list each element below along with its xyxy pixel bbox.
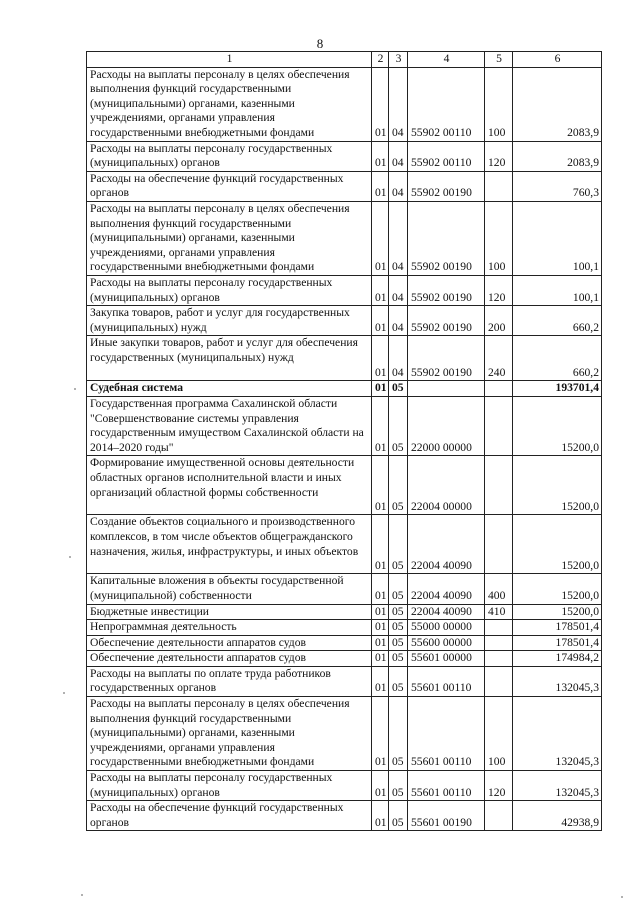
row-section: 01 — [372, 635, 389, 651]
row-amount: 660,2 — [513, 306, 602, 336]
table-row — [87, 381, 602, 397]
row-expense-type — [485, 381, 513, 397]
row-target-article: 55600 00000 — [408, 635, 485, 651]
table-row — [87, 515, 602, 574]
row-target-article: 55000 00000 — [408, 620, 485, 636]
row-name: Расходы на выплаты персоналу в целях обеспечения выполнения функций государственными (муниципальными) органами, казенными учреждениями, органами управления государственными внебюджетными фондами — [87, 67, 372, 141]
row-subsection: 05 — [389, 771, 408, 801]
row-name: Расходы на выплаты персоналу государственных (муниципальных) органов — [87, 275, 372, 305]
row-name: Расходы на выплаты персоналу в целях обеспечения выполнения функций государственными (муниципальными) органами, казенными учреждениями, органами управления государственными внебюджетными фондами — [87, 697, 372, 771]
row-subsection: 05 — [389, 396, 408, 455]
row-amount: 132045,3 — [513, 697, 602, 771]
row-target-article: 55902 00110 — [408, 67, 485, 141]
row-amount: 660,2 — [513, 336, 602, 381]
row-name: Непрограммная деятельность — [87, 620, 372, 636]
row-amount: 174984,2 — [513, 651, 602, 667]
table-row — [87, 604, 602, 620]
table-row — [87, 771, 602, 801]
table-row — [87, 574, 602, 604]
row-subsection: 05 — [389, 515, 408, 574]
row-section: 01 — [372, 201, 389, 275]
row-amount: 15200,0 — [513, 574, 602, 604]
row-target-article: 22000 00000 — [408, 396, 485, 455]
row-name: Расходы на обеспечение функций государственных органов — [87, 801, 372, 831]
row-subsection: 04 — [389, 201, 408, 275]
row-subsection: 05 — [389, 635, 408, 651]
table-row — [87, 396, 602, 455]
row-amount: 42938,9 — [513, 801, 602, 831]
header-col-6: 6 — [513, 52, 602, 68]
row-target-article: 55902 00110 — [408, 141, 485, 171]
row-name: Создание объектов социального и производственного комплексов, в том числе объектов общегражданского назначения, жилья, инфраструктуры, и иных объектов — [87, 515, 372, 574]
scan-speck — [63, 692, 65, 694]
row-subsection: 05 — [389, 666, 408, 696]
row-name: Закупка товаров, работ и услуг для государственных (муниципальных) нужд — [87, 306, 372, 336]
page-number: 8 — [316, 36, 324, 51]
table-row — [87, 171, 602, 201]
row-name: Бюджетные инвестиции — [87, 604, 372, 620]
table-row — [87, 697, 602, 771]
row-target-article: 55902 00190 — [408, 336, 485, 381]
table-row — [87, 651, 602, 667]
row-name: Расходы на выплаты персоналу государственных (муниципальных) органов — [87, 771, 372, 801]
row-section: 01 — [372, 396, 389, 455]
table-row — [87, 456, 602, 515]
header-col-1: 1 — [87, 52, 372, 68]
row-expense-type — [485, 801, 513, 831]
row-amount: 2083,9 — [513, 67, 602, 141]
table-row — [87, 275, 602, 305]
row-expense-type: 120 — [485, 141, 513, 171]
row-amount: 132045,3 — [513, 771, 602, 801]
row-expense-type: 100 — [485, 697, 513, 771]
table-header-row — [87, 52, 602, 68]
row-name: Расходы на обеспечение функций государственных органов — [87, 171, 372, 201]
table-row — [87, 635, 602, 651]
header-col-4: 4 — [408, 52, 485, 68]
row-section: 01 — [372, 604, 389, 620]
row-expense-type — [485, 456, 513, 515]
row-target-article: 55601 00110 — [408, 697, 485, 771]
scan-speck — [621, 896, 623, 898]
header-col-5: 5 — [485, 52, 513, 68]
budget-table — [86, 51, 602, 831]
scan-speck — [74, 388, 76, 390]
row-section: 01 — [372, 275, 389, 305]
row-name: Государственная программа Сахалинской области "Совершенствование системы управления государственным имуществом Сахалинской области на 2014–2020 годы" — [87, 396, 372, 455]
row-expense-type: 200 — [485, 306, 513, 336]
row-target-article: 22004 40090 — [408, 515, 485, 574]
row-section: 01 — [372, 515, 389, 574]
table-row — [87, 666, 602, 696]
row-subsection: 04 — [389, 141, 408, 171]
row-target-article: 55601 00000 — [408, 651, 485, 667]
row-expense-type: 120 — [485, 275, 513, 305]
row-amount: 100,1 — [513, 275, 602, 305]
row-subsection: 05 — [389, 574, 408, 604]
row-expense-type: 400 — [485, 574, 513, 604]
row-section: 01 — [372, 697, 389, 771]
table-row — [87, 620, 602, 636]
row-subsection: 04 — [389, 67, 408, 141]
row-expense-type — [485, 396, 513, 455]
row-section: 01 — [372, 67, 389, 141]
row-subsection: 05 — [389, 381, 408, 397]
row-section: 01 — [372, 141, 389, 171]
row-expense-type — [485, 620, 513, 636]
row-subsection: 04 — [389, 306, 408, 336]
row-subsection: 05 — [389, 697, 408, 771]
row-amount: 100,1 — [513, 201, 602, 275]
row-expense-type: 100 — [485, 201, 513, 275]
row-section: 01 — [372, 456, 389, 515]
header-col-3: 3 — [389, 52, 408, 68]
row-section: 01 — [372, 651, 389, 667]
row-section: 01 — [372, 171, 389, 201]
row-subsection: 04 — [389, 336, 408, 381]
row-expense-type — [485, 651, 513, 667]
row-subsection: 05 — [389, 456, 408, 515]
row-expense-type — [485, 666, 513, 696]
row-subsection: 05 — [389, 620, 408, 636]
row-amount: 193701,4 — [513, 381, 602, 397]
row-expense-type: 100 — [485, 67, 513, 141]
row-name: Иные закупки товаров, работ и услуг для обеспечения государственных (муниципальных) нужд — [87, 336, 372, 381]
row-subsection: 04 — [389, 275, 408, 305]
row-amount: 178501,4 — [513, 620, 602, 636]
row-section: 01 — [372, 306, 389, 336]
row-name: Капитальные вложения в объекты государственной (муниципальной) собственности — [87, 574, 372, 604]
row-target-article: 55601 00190 — [408, 801, 485, 831]
row-amount: 15200,0 — [513, 456, 602, 515]
scan-speck — [81, 894, 83, 896]
row-subsection: 05 — [389, 604, 408, 620]
row-target-article — [408, 381, 485, 397]
row-name: Расходы на выплаты персоналу государственных (муниципальных) органов — [87, 141, 372, 171]
row-target-article: 55902 00190 — [408, 201, 485, 275]
row-name: Расходы на выплаты по оплате труда работников государственных органов — [87, 666, 372, 696]
row-amount: 178501,4 — [513, 635, 602, 651]
row-subsection: 04 — [389, 171, 408, 201]
row-target-article: 22004 40090 — [408, 574, 485, 604]
row-target-article: 55902 00190 — [408, 306, 485, 336]
table-row — [87, 306, 602, 336]
row-section: 01 — [372, 801, 389, 831]
row-name: Расходы на выплаты персоналу в целях обеспечения выполнения функций государственными (муниципальными) органами, казенными учреждениями, органами управления государственными внебюджетными фондами — [87, 201, 372, 275]
row-section: 01 — [372, 620, 389, 636]
row-target-article: 22004 40090 — [408, 604, 485, 620]
table-row — [87, 336, 602, 381]
row-amount: 760,3 — [513, 171, 602, 201]
row-name: Формирование имущественной основы деятельности областных органов исполнительной власти и иных организаций областной формы собственности — [87, 456, 372, 515]
row-section: 01 — [372, 336, 389, 381]
row-section: 01 — [372, 381, 389, 397]
row-section: 01 — [372, 666, 389, 696]
row-expense-type — [485, 515, 513, 574]
row-target-article: 55601 00110 — [408, 771, 485, 801]
row-target-article: 55601 00110 — [408, 666, 485, 696]
row-target-article: 55902 00190 — [408, 171, 485, 201]
row-amount: 15200,0 — [513, 604, 602, 620]
row-section: 01 — [372, 771, 389, 801]
row-amount: 132045,3 — [513, 666, 602, 696]
row-expense-type: 120 — [485, 771, 513, 801]
row-name: Судебная система — [87, 381, 372, 397]
row-amount: 15200,0 — [513, 515, 602, 574]
row-expense-type: 410 — [485, 604, 513, 620]
row-subsection: 05 — [389, 801, 408, 831]
header-col-2: 2 — [372, 52, 389, 68]
row-name: Обеспечение деятельности аппаратов судов — [87, 651, 372, 667]
row-amount: 15200,0 — [513, 396, 602, 455]
row-target-article: 22004 00000 — [408, 456, 485, 515]
row-name: Обеспечение деятельности аппаратов судов — [87, 635, 372, 651]
row-expense-type — [485, 171, 513, 201]
row-subsection: 05 — [389, 651, 408, 667]
table-row — [87, 141, 602, 171]
table-row — [87, 801, 602, 831]
row-expense-type — [485, 635, 513, 651]
table-row — [87, 67, 602, 141]
row-expense-type: 240 — [485, 336, 513, 381]
row-amount: 2083,9 — [513, 141, 602, 171]
row-target-article: 55902 00190 — [408, 275, 485, 305]
table-row — [87, 201, 602, 275]
scan-speck — [69, 556, 71, 558]
row-section: 01 — [372, 574, 389, 604]
